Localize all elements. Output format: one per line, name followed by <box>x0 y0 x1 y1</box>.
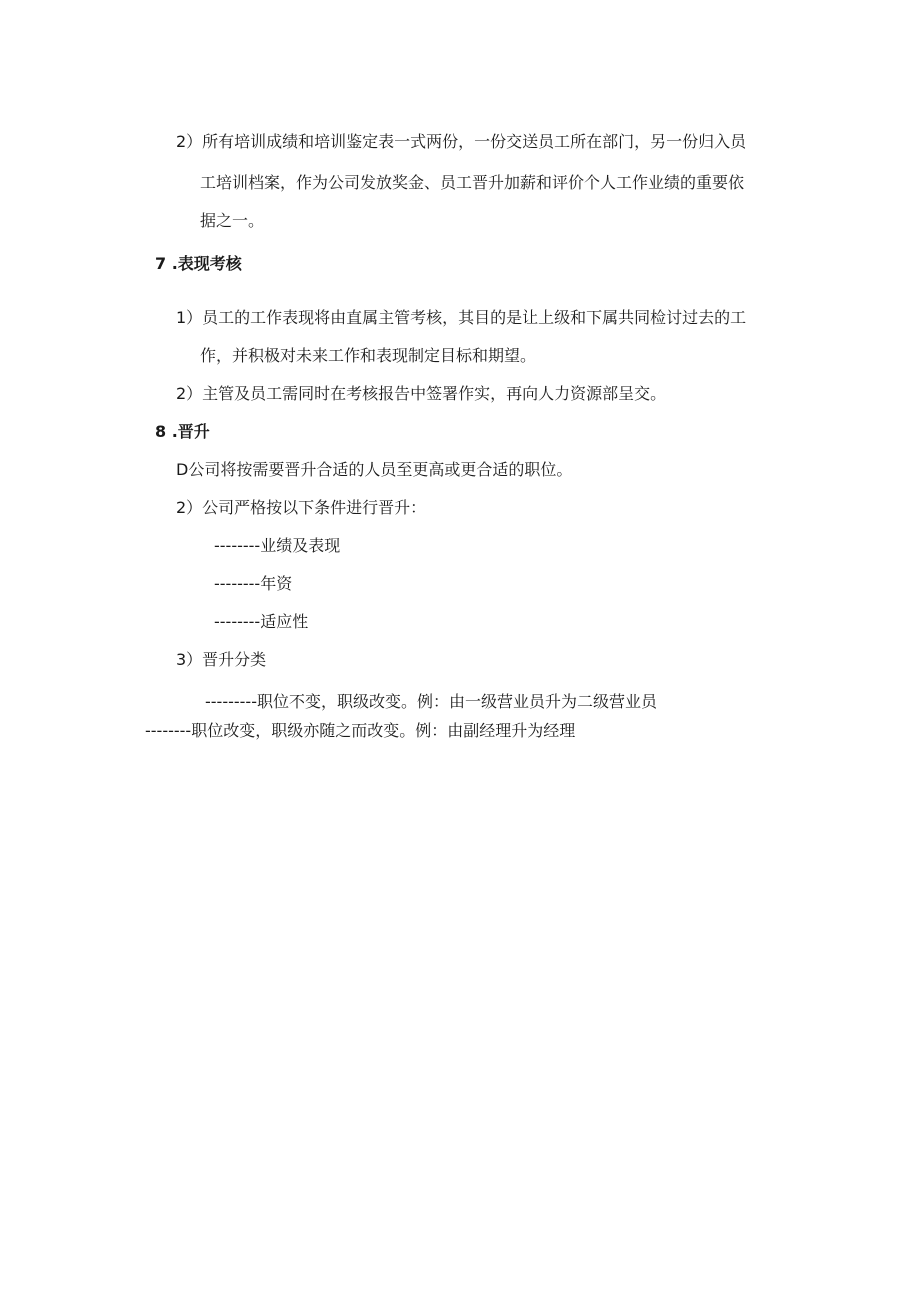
s8-item2: 2）公司严格按以下条件进行晋升： <box>176 498 427 517</box>
s6-item2-line1: 2）所有培训成绩和培训鉴定表一式两份，一份交送员工所在部门，另一份归入员 <box>176 132 747 151</box>
s8-class1: ---------职位不变，职级改变。例：由一级营业员升为二级营业员 <box>205 692 657 711</box>
s8-cond3: --------适应性 <box>214 612 309 631</box>
s7-item2: 2）主管及员工需同时在考核报告中签署作实，再向人力资源部呈交。 <box>176 384 667 403</box>
s8-heading: 8 .晋升 <box>155 422 210 441</box>
s8-cond2: --------年资 <box>214 574 293 593</box>
s8-cond1: --------业绩及表现 <box>214 536 341 555</box>
s7-item1-line2: 作，并积极对未来工作和表现制定目标和期望。 <box>200 346 537 365</box>
s8-item1: D公司将按需要晋升合适的人员至更高或更合适的职位。 <box>176 460 573 479</box>
s7-item1-line1: 1）员工的工作表现将由直属主管考核，其目的是让上级和下属共同检讨过去的工 <box>176 308 747 327</box>
s7-heading: 7 .表现考核 <box>155 254 242 273</box>
s6-item2-line2: 工培训档案，作为公司发放奖金、员工晋升加薪和评价个人工作业绩的重要依 <box>200 173 745 192</box>
s8-class2: --------职位改变，职级亦随之而改变。例：由副经理升为经理 <box>145 721 576 740</box>
s6-item2-line3: 据之一。 <box>200 211 265 230</box>
s8-item3: 3）晋升分类 <box>176 650 267 669</box>
